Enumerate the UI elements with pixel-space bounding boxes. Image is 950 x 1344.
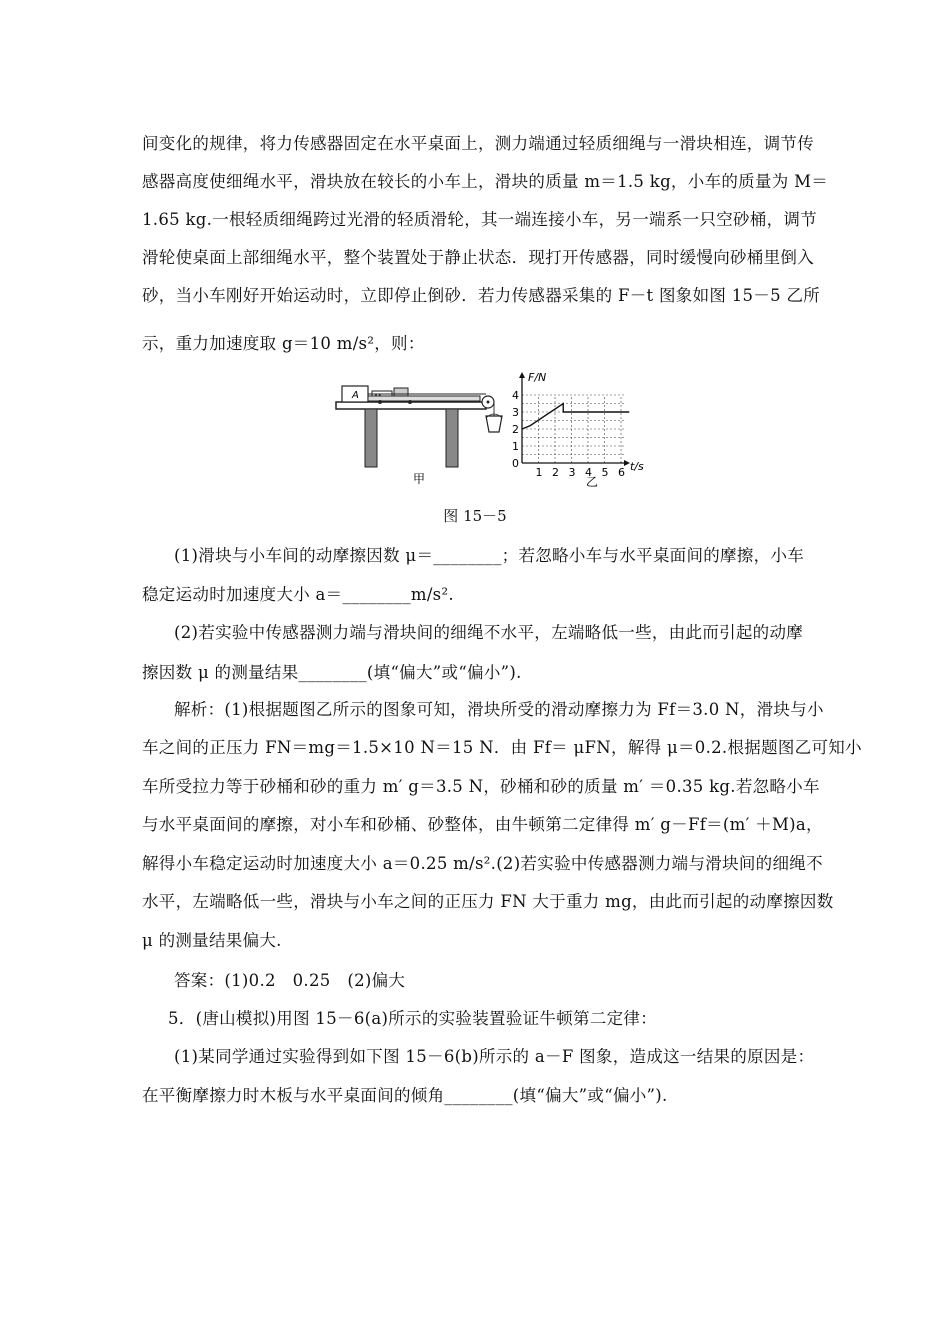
analysis-line-7: μ 的测量结果偏大. <box>142 931 282 950</box>
y-axis-label: F/N <box>528 371 547 384</box>
figure-left-label: 甲 <box>413 472 426 486</box>
figure-15-5 <box>0 370 950 490</box>
cart-wheel <box>408 400 412 404</box>
table-leg-left <box>365 409 377 467</box>
figure-right-label: 乙 <box>586 475 599 489</box>
x-tick-label: 3 <box>568 466 576 479</box>
analysis-line-3: 车所受拉力等于砂桶和砂的重力 m′ g＝3.5 N，砂桶和砂的质量 m′ ＝0.35 kg.若忽略小车 <box>142 777 820 796</box>
figure-caption: 图 15－5 <box>443 507 507 525</box>
p1-line-3: 1.65 kg.一根轻质细绳跨过光滑的轻质滑轮，其一端连接小车，另一端系一只空砂桶，调节 <box>142 210 817 229</box>
q5-1-line-1: (1)某同学通过实验得到如下图 15－6(b)所示的 a－F 图象，造成这一结果的原因是： <box>174 1047 815 1066</box>
sensor-label: A <box>352 390 359 401</box>
q5-1-line-2: 在平衡摩擦力时木板与水平桌面间的倾角________(填“偏大”或“偏小”). <box>142 1086 668 1105</box>
cart-wheel <box>378 400 382 404</box>
cart-board <box>368 396 480 401</box>
q5-line: 5．(唐山模拟)用图 15－6(a)所示的实验装置验证牛顿第二定律： <box>168 1009 658 1028</box>
p1-line-1: 间变化的规律，将力传感器固定在水平桌面上，测力端通过轻质细绳与一滑块相连，调节传 <box>142 134 814 153</box>
y-tick-label: 3 <box>512 406 519 419</box>
p1-line-6: 示，重力加速度取 g＝10 m/s²，则： <box>142 334 425 353</box>
q2-line-2: 擦因数 μ 的测量结果________(填“偏大”或“偏小”). <box>142 663 522 682</box>
f-t-chart <box>512 371 644 479</box>
y-tick-label: 2 <box>512 423 519 436</box>
cart-weight <box>394 388 408 396</box>
q2-line-1: (2)若实验中传感器测力端与滑块间的细绳不水平，左端略低一些，由此而引起的动摩 <box>174 623 804 642</box>
analysis-line-5: 解得小车稳定运动时加速度大小 a＝0.25 m/s².(2)若实验中传感器测力端与滑块间的细绳不 <box>142 854 823 873</box>
analysis-line-6: 水平，左端略低一些，滑块与小车之间的正压力 FN 大于重力 mg，由此而引起的动摩擦因数 <box>142 892 834 911</box>
q1-line-1: (1)滑块与小车间的动摩擦因数 μ＝________；若忽略小车与水平桌面间的摩擦，小车 <box>174 546 805 565</box>
p1-line-5: 砂，当小车刚好开始运动时，立即停止倒砂．若力传感器采集的 F－t 图象如图 15－5 乙所 <box>142 286 821 305</box>
sand-bucket <box>486 416 502 432</box>
answer-line: 答案：(1)0.2 0.25 (2)偏大 <box>174 971 406 990</box>
analysis-line-2: 车之间的正压力 FN＝mg＝1.5×10 N＝15 N．由 Ff＝ μFN，解得 μ＝0.2.根据题图乙可知小 <box>142 738 862 757</box>
y-tick-label: 1 <box>512 440 519 453</box>
q1-line-2: 稳定运动时加速度大小 a＝________m/s². <box>142 585 454 604</box>
apparatus-diagram <box>0 370 950 490</box>
p1-line-4: 滑轮使桌面上部细绳水平，整个装置处于静止状态．现打开传感器，同时缓慢向砂桶里倒入 <box>142 248 814 267</box>
x-tick-label: 4 <box>585 466 592 479</box>
origin-label: 0 <box>512 457 519 470</box>
analysis-line-4: 与水平桌面间的摩擦，对小车和砂桶、砂整体，由牛顿第二定律得 m′ g－Ff＝(m′ ＋M)a， <box>142 815 823 834</box>
analysis-line-1: 解析：(1)根据题图乙所示的图象可知，滑块所受的滑动摩擦力为 Ff＝3.0 N，滑块与小 <box>174 700 824 719</box>
x-tick-label: 1 <box>535 466 543 479</box>
y-tick-label: 4 <box>512 389 519 402</box>
x-tick-label: 6 <box>618 466 625 479</box>
x-axis-label: t/s <box>630 460 644 473</box>
series-line-F <box>522 404 629 430</box>
x-tick-label: 5 <box>601 466 609 479</box>
x-tick-label: 2 <box>552 466 559 479</box>
p1-line-2: 感器高度使细绳水平，滑块放在较长的小车上，滑块的质量 m＝1.5 kg，小车的质量为 M＝ <box>142 172 829 191</box>
table-leg-right <box>446 409 458 467</box>
